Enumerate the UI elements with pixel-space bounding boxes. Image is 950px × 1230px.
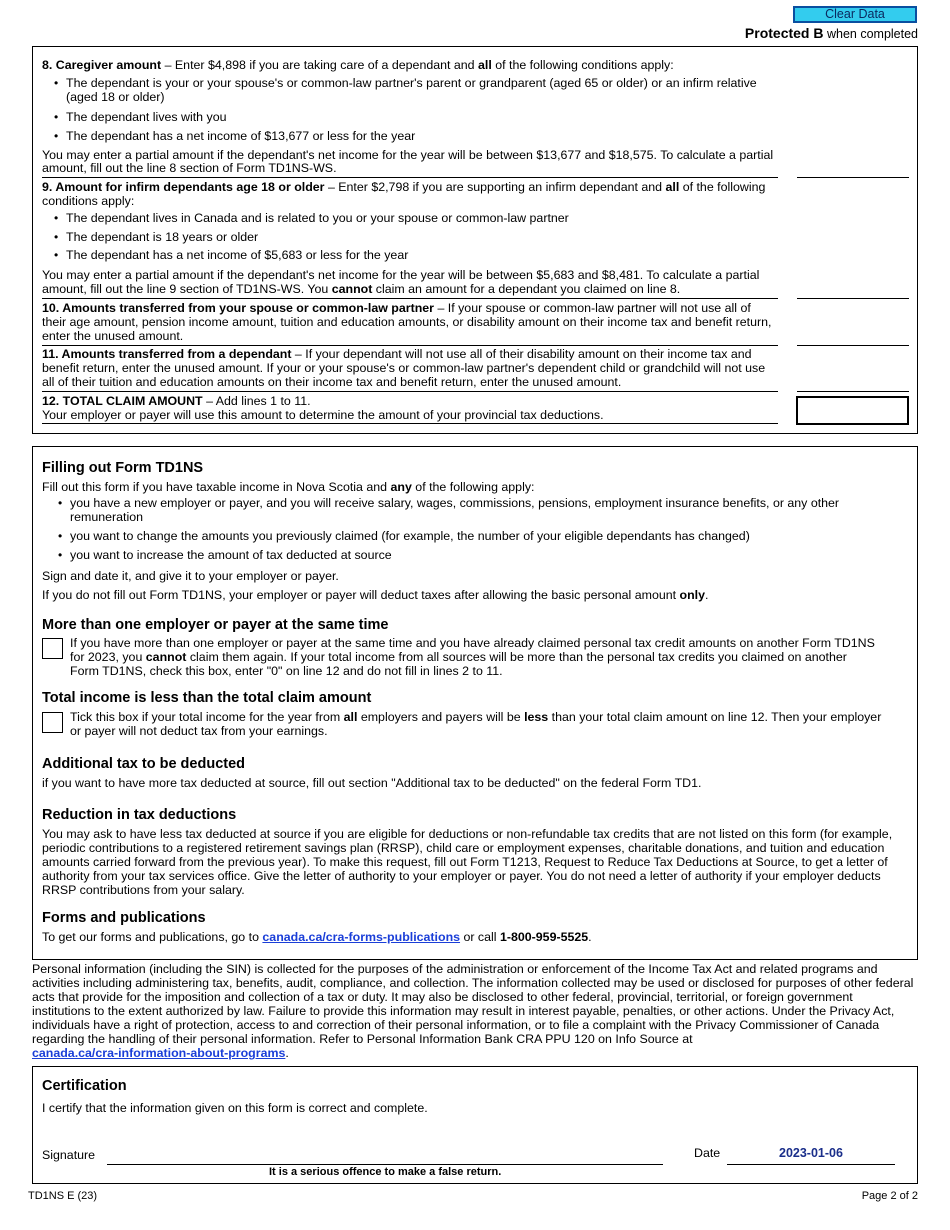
reduction-line-2: periodic contributions to a registered retirement savings plan (RRSP), child care or employment expenses, charitable donations, and tuition and education [42, 841, 885, 855]
line12-divider [42, 423, 778, 424]
forms-phone: 1-800-959-5525 [499, 930, 589, 944]
line11-amount-field[interactable] [797, 391, 909, 392]
instructions-section [32, 446, 918, 960]
line8-divider [42, 177, 778, 178]
more-than-one-text-3: Form TD1NS, check this box, enter "0" on line 12 and do not fill in lines 2 to 11. [70, 664, 503, 678]
certification-heading: Certification [42, 1078, 127, 1094]
line12-title: 12. TOTAL CLAIM AMOUNT [42, 394, 203, 408]
forms-text [42, 930, 592, 944]
line8-all: all [478, 58, 492, 72]
total-income-checkbox[interactable] [42, 712, 63, 733]
forms-publications-link[interactable]: canada.ca/cra-forms-publications [262, 930, 461, 944]
line9-partial-2a: amount, fill out the line 9 section of TD1NS-WS. You [42, 282, 332, 296]
forms-text-c: . [588, 930, 592, 944]
total-income-all: all [343, 710, 358, 724]
clear-data-button[interactable]: Clear Data [793, 6, 917, 23]
claim-lines-section [32, 46, 918, 434]
line8-intro-end: of the following conditions apply: [491, 58, 674, 72]
filling-bullet-2: • you want to change the amounts you previously claimed (for example, the number of your eligible dependants has changed) [70, 529, 750, 543]
protected-b-notice [745, 26, 918, 41]
reduction-line-1: You may ask to have less tax deducted at source if you are eligible for deductions or non-refundable tax credits that are not listed on this form (for example, [42, 827, 893, 841]
page-number: Page 2 of 2 [861, 1190, 918, 1202]
line9-bullet-2: • The dependant is 18 years or older [66, 230, 258, 244]
line11-text-1 [42, 347, 752, 361]
line9-intro-end: of the following [679, 180, 766, 194]
date-value[interactable]: 2023-01-06 [779, 1146, 843, 1160]
line8-bullet-1-cont: (aged 18 or older) [66, 90, 165, 104]
filling-bullet-1-cont: remuneration [70, 510, 144, 524]
total-income-text-1e: than your total claim amount on line 12. Then your employer [548, 710, 882, 724]
date-field-line [727, 1164, 895, 1165]
additional-tax-heading: Additional tax to be deducted [42, 756, 246, 772]
forms-text-b: or call [460, 930, 500, 944]
when-completed-label: when completed [826, 27, 918, 41]
privacy-line-2: activities including administering tax, benefits, audit, compliance, and collection. The information collected may be used or disclosed for purposes of other federal [32, 976, 914, 990]
total-income-text-2: or payer will not deduct tax from your earnings. [70, 724, 328, 738]
filling-basic-c: . [705, 588, 709, 602]
line9-title: 9. Amount for infirm dependants age 18 or older [42, 180, 325, 194]
line8-bullet-2: • The dependant lives with you [66, 110, 227, 124]
protected-b-label: Protected B [744, 25, 824, 41]
more-than-one-checkbox[interactable] [42, 638, 63, 659]
filling-out-heading: Filling out Form TD1NS [42, 460, 204, 476]
info-about-programs-link[interactable]: canada.ca/cra-information-about-programs [32, 1046, 286, 1060]
additional-tax-text: if you want to have more tax deducted at source, fill out section "Additional tax to be deducted" on the federal Form TD1. [42, 776, 702, 790]
reduction-line-4: authority from your tax services office. Give the letter of authority to your employer or payer. You do not need a letter of authority if your employer deducts [42, 869, 881, 883]
line8-intro [42, 58, 674, 72]
line10-text-1a: – If your spouse or common-law partner will not use all of [434, 301, 751, 315]
line9-divider [42, 298, 778, 299]
line9-partial-1: You may enter a partial amount if the dependant's net income for the year will be between $5,683 and $8,481. To calculate a partial [42, 268, 760, 282]
line10-amount-field[interactable] [797, 345, 909, 346]
privacy-line-7 [32, 1046, 289, 1060]
line10-text-2: their age amount, pension income amount, tuition and education amounts, or disability amount on their income tax and benefit return, [42, 315, 772, 329]
line11-text-2: benefit return, enter the unused amount. If your or your spouse's or common-law partner's dependent child or grandchild will not use [42, 361, 766, 375]
more-than-one-text-1: If you have more than one employer or payer at the same time and you have already claimed personal tax credit amounts on another Form TD1NS [70, 636, 875, 650]
line9-intro [42, 180, 765, 194]
line10-text-1 [42, 301, 751, 315]
line9-bullet-1: • The dependant lives in Canada and is related to you or your spouse or common-law partner [66, 211, 569, 225]
total-claim-amount-field[interactable] [796, 396, 909, 425]
total-income-text-1 [70, 710, 881, 724]
line9-partial-2 [42, 282, 680, 296]
reduction-heading: Reduction in tax deductions [42, 807, 237, 823]
privacy-line-1: Personal information (including the SIN) is collected for the purposes of the administration or enforcement of the Income Tax Act and related programs and [32, 962, 878, 976]
line9-bullet-3: • The dependant has a net income of $5,683 or less for the year [66, 248, 408, 262]
line9-cannot: cannot [331, 282, 373, 296]
line8-bullet-1: • The dependant is your or your spouse's or common-law partner's parent or grandparent (aged 65 or older) or an infirm relative [66, 76, 757, 90]
line11-text-3: all of their tuition and education amounts on their income tax and benefit return, enter the unused amount. [42, 375, 622, 389]
more-than-one-text-2a: for 2023, you [70, 650, 146, 664]
filling-bullet-1: • you have a new employer or payer, and you will receive salary, wages, commissions, pensions, employment insurance benefits, or any other [70, 496, 839, 510]
line8-partial-2: amount, fill out the line 8 section of Form TD1NS-WS. [42, 161, 337, 175]
line11-title: 11. Amounts transferred from a dependant [42, 347, 292, 361]
reduction-line-5: RRSP contributions from your salary. [42, 883, 245, 897]
filling-sign: Sign and date it, and give it to your employer or payer. [42, 569, 339, 583]
total-income-heading: Total income is less than the total claim amount [42, 690, 372, 706]
line12-text-1a: – Add lines 1 to 11. [202, 394, 311, 408]
filling-only: only [679, 588, 705, 602]
line8-partial-1: You may enter a partial amount if the dependant's net income for the year will be between $13,677 and $18,575. To calculate a partial [42, 148, 774, 162]
form-id: TD1NS E (23) [28, 1190, 98, 1202]
line10-title: 10. Amounts transferred from your spouse or common-law partner [42, 301, 434, 315]
line9-intro-text: – Enter $2,798 if you are supporting an infirm dependant and [324, 180, 666, 194]
line8-intro-text: – Enter $4,898 if you are taking care of a dependant and [161, 58, 479, 72]
reduction-line-3: amounts carried forward from the previous year). To make this request, fill out Form T1213, Request to Reduce Tax Deductions at Source, to get a letter of [42, 855, 888, 869]
line8-bullet-3: • The dependant has a net income of $13,677 or less for the year [66, 129, 415, 143]
false-return-warning: It is a serious offence to make a false return. [269, 1166, 502, 1178]
total-income-text-1c: employers and payers will be [357, 710, 525, 724]
signature-label: Signature [42, 1148, 96, 1162]
privacy-line-5: individuals have a right of protection, access to and correction of their personal information, or to file a complaint with the Privacy Commissioner of Canada [32, 1018, 880, 1032]
filling-intro-a: Fill out this form if you have taxable income in Nova Scotia and [42, 480, 391, 494]
privacy-line-4: institutions to the extent authorized by law. Failure to provide this information may result in interest payable, penalties, or other actions. Under the Privacy Act, [32, 1004, 895, 1018]
filling-basic-a: If you do not fill out Form TD1NS, your employer or payer will deduct taxes after allowing the basic personal amount [42, 588, 680, 602]
more-than-one-cannot: cannot [145, 650, 187, 664]
certification-section [32, 1066, 918, 1184]
filling-basic [42, 588, 708, 602]
line11-divider [42, 391, 778, 392]
filling-intro [42, 480, 534, 494]
line10-text-3: enter the unused amount. [42, 329, 184, 343]
line8-amount-field[interactable] [797, 177, 909, 178]
line9-intro-2: conditions apply: [42, 194, 135, 208]
privacy-line-3: acts that provide for the imposition and collection of a tax or duty. It may also be disclosed to other federal, provincial, territorial, or foreign government [32, 990, 853, 1004]
filling-intro-c: of the following apply: [411, 480, 535, 494]
more-than-one-heading: More than one employer or payer at the same time [42, 617, 389, 633]
certification-text: I certify that the information given on this form is correct and complete. [42, 1101, 428, 1115]
privacy-line-6: regarding the handling of their personal information. Refer to Personal Information Bank CRA PPU 120 on Info Source at [32, 1032, 693, 1046]
line8-title: 8. Caregiver amount [42, 58, 162, 72]
line11-text-1a: – If your dependant will not use all of their disability amount on their income tax and [291, 347, 752, 361]
line9-amount-field[interactable] [797, 298, 909, 299]
total-income-less: less [524, 710, 549, 724]
line12-text-1 [42, 394, 311, 408]
line10-divider [42, 345, 778, 346]
date-label: Date [694, 1146, 721, 1160]
line12-text-2: Your employer or payer will use this amount to determine the amount of your provincial tax deductions. [42, 408, 604, 422]
line9-partial-2c: claim an amount for a dependant you claimed on line 8. [372, 282, 681, 296]
forms-heading: Forms and publications [42, 910, 206, 926]
forms-text-a: To get our forms and publications, go to [42, 930, 263, 944]
more-than-one-text-2c: claim them again. If your total income from all sources will be more than the personal tax credits you claimed on another [186, 650, 847, 664]
privacy-link-end: . [285, 1046, 289, 1060]
more-than-one-text-2 [70, 650, 847, 664]
line9-all: all [665, 180, 680, 194]
total-income-text-1a: Tick this box if your total income for the year from [70, 710, 344, 724]
filling-any: any [390, 480, 412, 494]
filling-bullet-3: • you want to increase the amount of tax deducted at source [70, 548, 392, 562]
